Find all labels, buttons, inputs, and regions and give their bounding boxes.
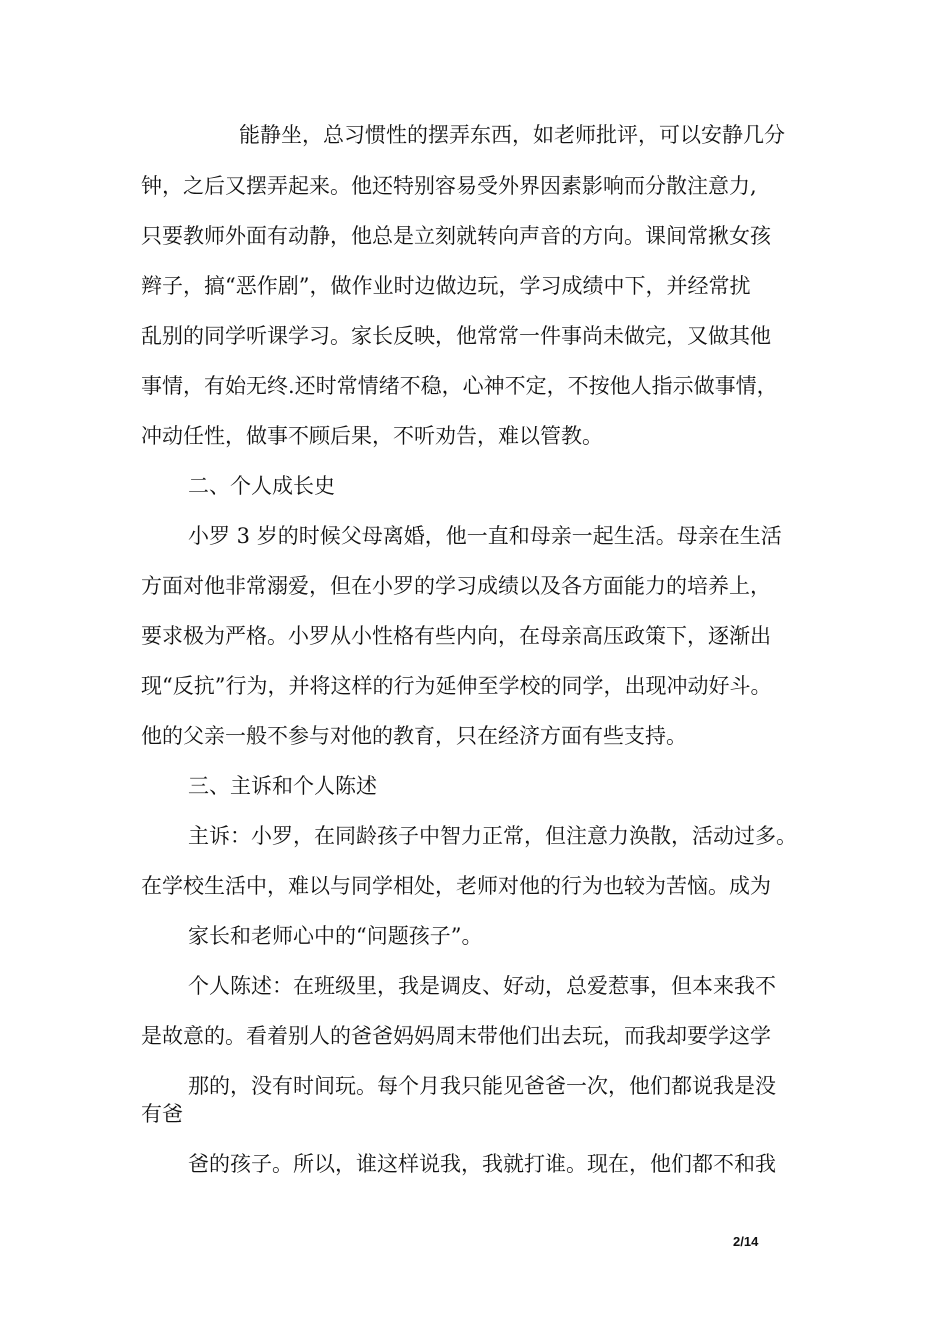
page-number: 2/14 [733, 1234, 759, 1249]
text-line-5: 乱别的同学听课学习。家长反映，他常常一件事尚未做完，又做其他 [141, 324, 771, 348]
text-line-6: 事情，有始无终.还时常情绪不稳，心神不定，不按他人指示做事情， [141, 374, 778, 398]
text-line-15: 主诉：小罗，在同龄孩子中智力正常，但注意力涣散，活动过多。 [188, 824, 797, 848]
text-line-2: 钟，之后又摆弄起来。他还特别容易受外界因素影响而分散注意力, [141, 174, 757, 198]
text-line-7: 冲动任性，做事不顾后果，不听劝告，难以管教。 [141, 424, 603, 448]
text-line-17: 家长和老师心中的“问题孩子”。 [188, 924, 483, 948]
text-line-16: 在学校生活中，难以与同学相处，老师对他的行为也较为苦恼。成为 [141, 874, 771, 898]
section-heading-growth: 二、个人成长史 [188, 474, 335, 498]
text-line-3: 只要教师外面有动静，他总是立刻就转向声音的方向。课间常揪女孩 [141, 224, 771, 248]
text-line-12: 现“反抗”行为，并将这样的行为延伸至学校的同学，出现冲动好斗。 [141, 674, 772, 698]
text-line-20: 那的，没有时间玩。每个月我只能见爸爸一次，他们都说我是没 [188, 1074, 776, 1098]
text-line-1: 能静坐，总习惯性的摆弄东西，如老师批评，可以安静几分 [239, 123, 785, 147]
text-line-9: 小罗 3 岁的时候父母离婚，他一直和母亲一起生活。母亲在生活 [188, 524, 782, 548]
text-line-22: 爸的孩子。所以，谁这样说我，我就打谁。现在，他们都不和我 [188, 1152, 776, 1176]
text-line-10: 方面对他非常溺爱，但在小罗的学习成绩以及各方面能力的培养上， [141, 574, 771, 598]
text-line-11: 要求极为严格。小罗从小性格有些内向，在母亲高压政策下，逐渐出 [141, 624, 771, 648]
text-line-18: 个人陈述：在班级里，我是调皮、好动，总爱惹事，但本来我不 [188, 974, 776, 998]
text-line-21: 有爸 [141, 1102, 183, 1126]
text-line-4: 辫子，搞“恶作剧”，做作业时边做边玩，学习成绩中下，并经常扰 [141, 274, 751, 298]
section-heading-complaint: 三、主诉和个人陈述 [188, 774, 377, 798]
text-line-19: 是故意的。看着别人的爸爸妈妈周末带他们出去玩，而我却要学这学 [141, 1024, 771, 1048]
text-line-13: 他的父亲一般不参与对他的教育，只在经济方面有些支持。 [141, 724, 687, 748]
